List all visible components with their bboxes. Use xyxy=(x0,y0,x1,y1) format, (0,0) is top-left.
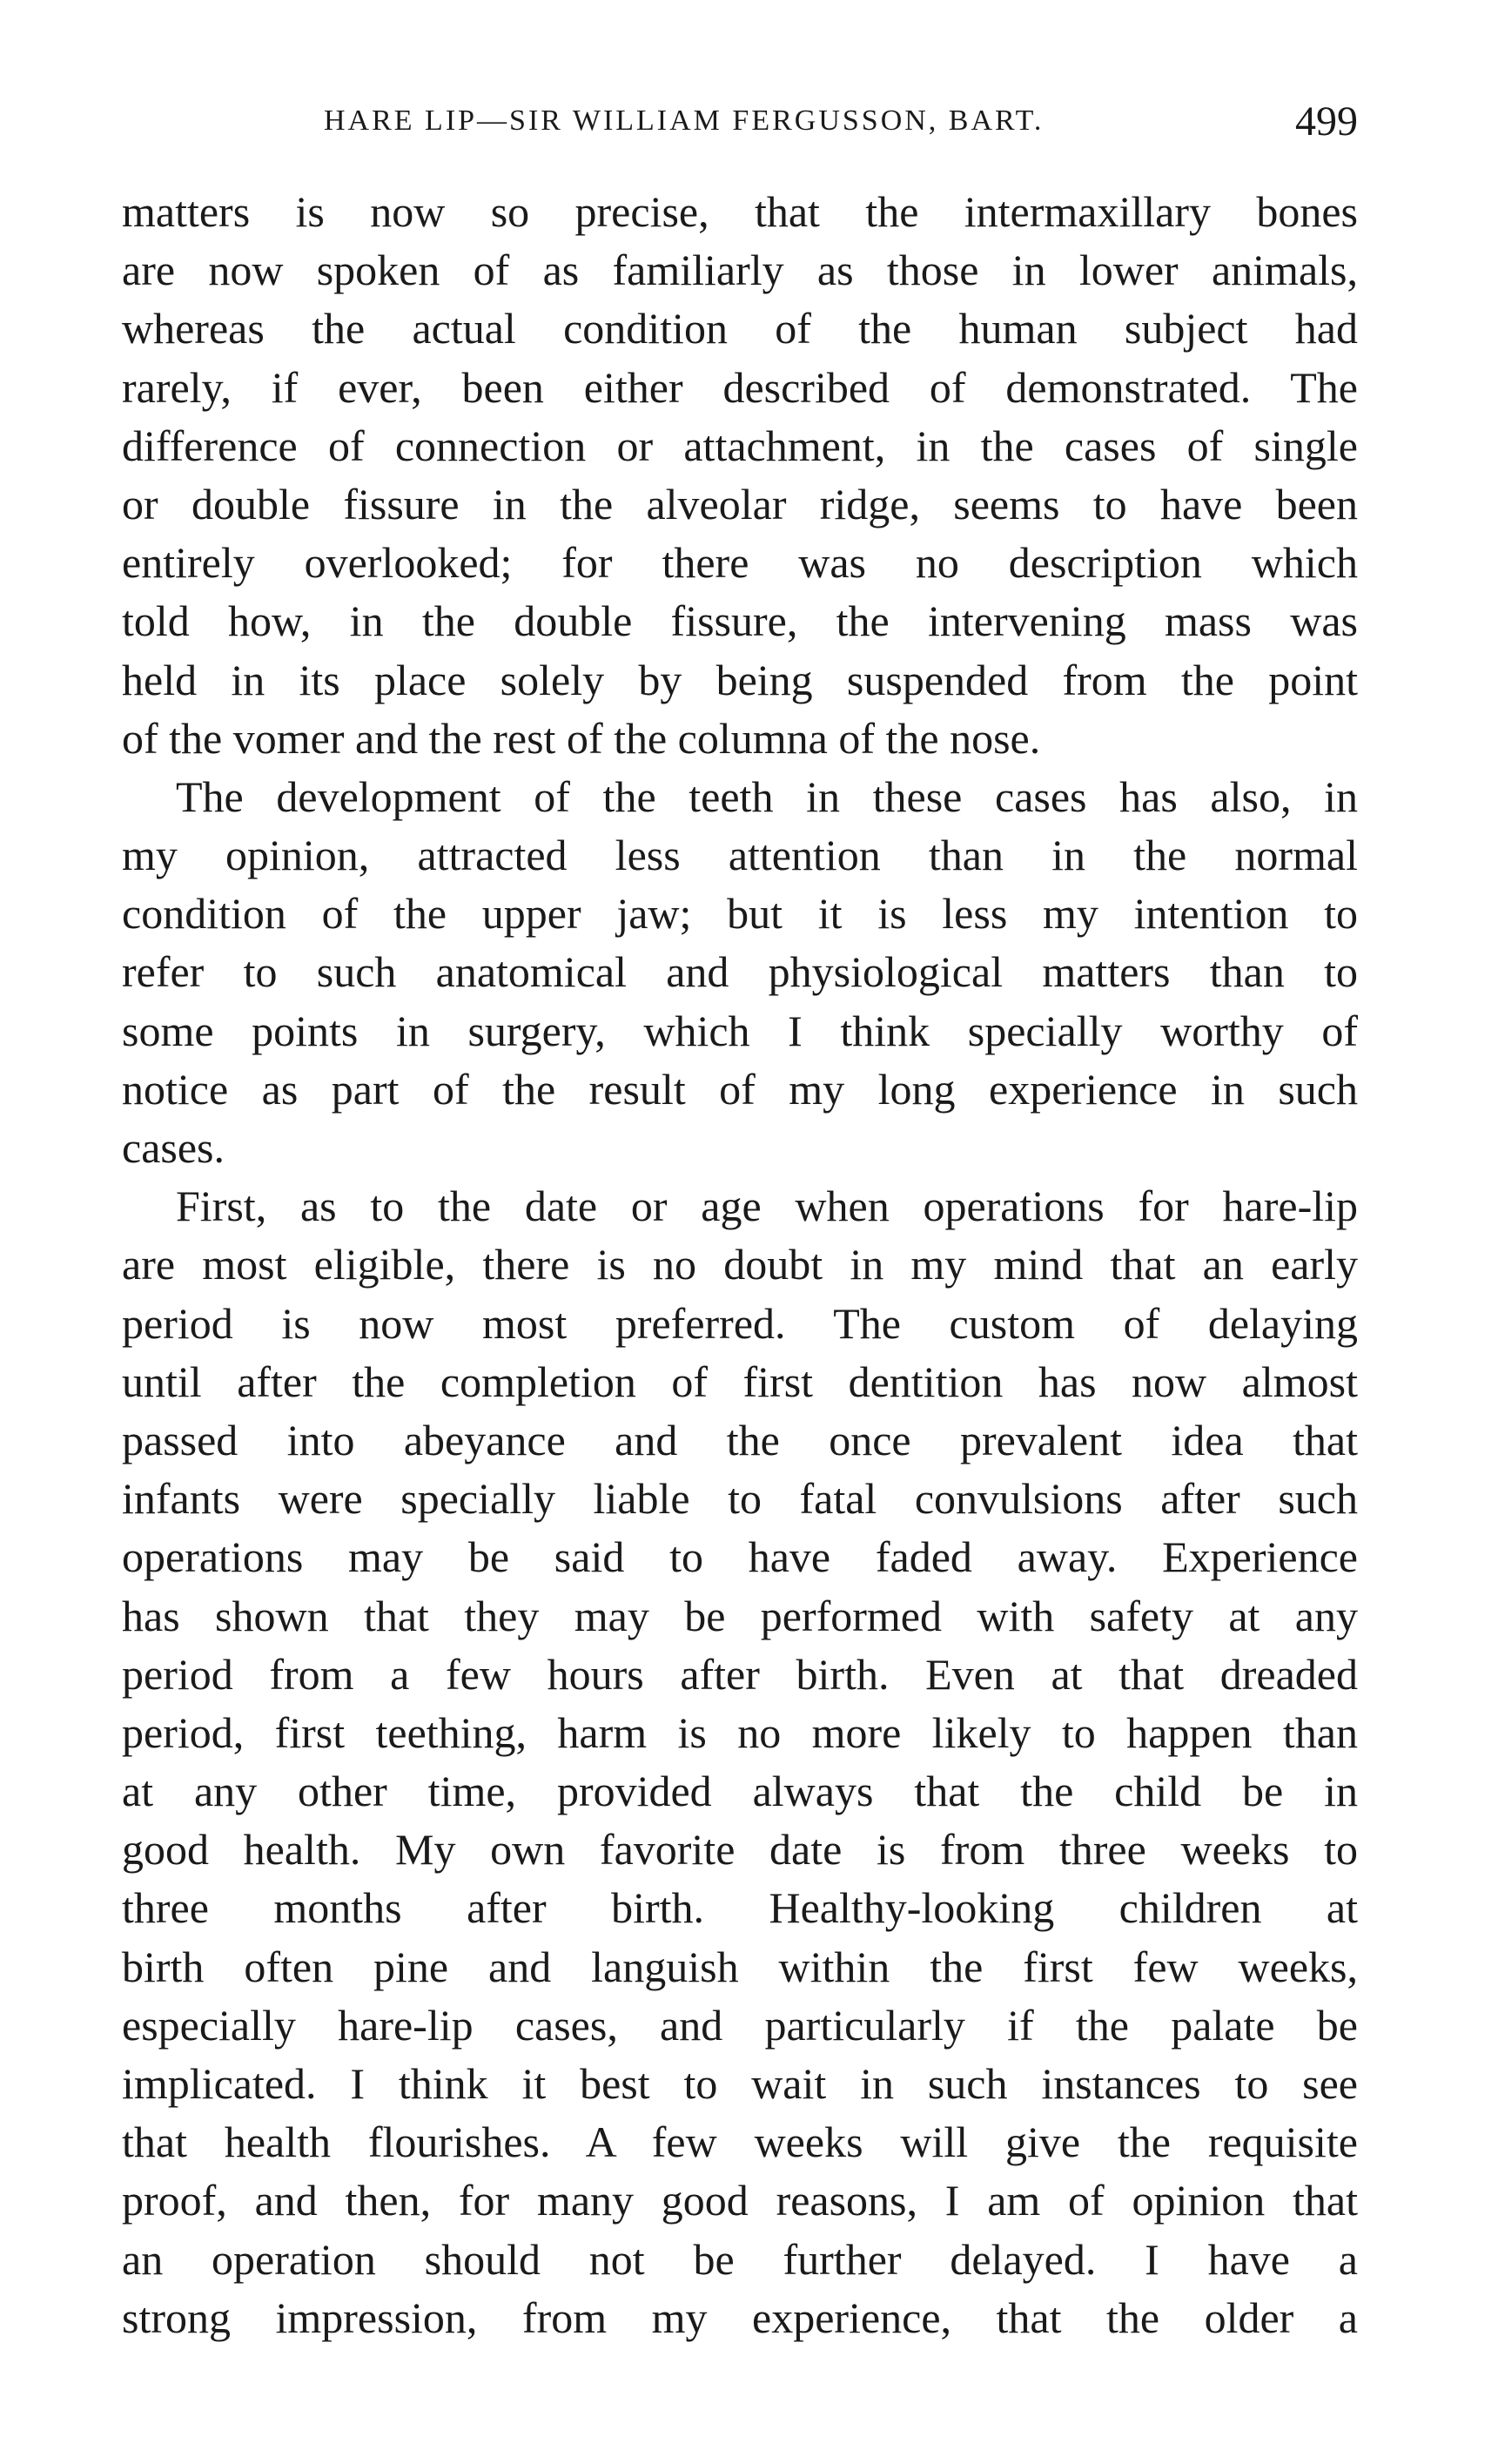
text-line: or double fissure in the alveolar ridge, seems to have been xyxy=(122,479,1358,528)
text-line: told how, in the double fissure, the intervening mass was xyxy=(122,596,1358,646)
text-line: difference of connection or attachment, in the cases of single xyxy=(122,421,1358,470)
text-line: at any other time, provided always that the child be in xyxy=(122,1767,1358,1816)
text-line: refer to such anatomical and physiological matters than to xyxy=(122,947,1358,997)
text-line: are now spoken of as familiarly as those in lower animals, xyxy=(122,246,1358,295)
text-line: my opinion, attracted less attention than in the normal xyxy=(122,831,1358,880)
paragraph-3 xyxy=(122,1177,1358,2347)
text-line: three months after birth. Healthy-looking children at xyxy=(122,1883,1358,1933)
text-line: of the vomer and the rest of the columna of the nose. xyxy=(122,713,1041,763)
running-head xyxy=(122,98,1358,150)
paragraph-1 xyxy=(122,183,1358,768)
text-line: strong impression, from my experience, that the older a xyxy=(122,2292,1358,2342)
text-line: First, as to the date or age when operations for hare-lip xyxy=(176,1182,1358,1231)
text-line: implicated. I think it best to wait in such instances to see xyxy=(122,2059,1358,2108)
text-line: passed into abeyance and the once prevalent idea that xyxy=(122,1415,1358,1464)
text-line: proof, and then, for many good reasons, I am of opinion that xyxy=(122,2176,1358,2225)
text-line: especially hare-lip cases, and particularly if the palate be xyxy=(122,2000,1358,2050)
text-line: birth often pine and languish within the first few weeks, xyxy=(122,1942,1358,1991)
text-line: notice as part of the result of my long experience in such xyxy=(122,1064,1358,1114)
paragraph-2 xyxy=(122,768,1358,1177)
text-line: are most eligible, there is no doubt in my mind that an early xyxy=(122,1240,1358,1289)
text-line: infants were specially liable to fatal convulsions after such xyxy=(122,1474,1358,1524)
running-title: HARE LIP—SIR WILLIAM FERGUSSON, BART. xyxy=(324,104,1045,137)
text-line: entirely overlooked; for there was no description which xyxy=(122,538,1358,588)
text-line: some points in surgery, which I think specially worthy of xyxy=(122,1006,1358,1055)
text-line: held in its place solely by being suspended from the point xyxy=(122,655,1358,704)
text-line: period from a few hours after birth. Even at that dreaded xyxy=(122,1649,1358,1699)
text-line: that health flourishes. A few weeks will give the requisite xyxy=(122,2117,1358,2167)
text-line: period is now most preferred. The custom of delaying xyxy=(122,1298,1358,1348)
text-line: rarely, if ever, been either described of demonstrated. The xyxy=(122,362,1358,412)
text-line: The development of the teeth in these cases has also, in xyxy=(176,771,1358,821)
text-line: has shown that they may be performed with safety at any xyxy=(122,1591,1358,1640)
text-line: good health. My own favorite date is from three weeks to xyxy=(122,1825,1358,1875)
page-number: 499 xyxy=(1295,98,1358,145)
text-line: cases. xyxy=(122,1123,225,1172)
text-line: an operation should not be further delayed. I have a xyxy=(122,2234,1358,2284)
text-line: until after the completion of first dentition has now almost xyxy=(122,1357,1358,1406)
text-line: whereas the actual condition of the human subject had xyxy=(122,304,1358,353)
text-line: period, first teething, harm is no more likely to happen than xyxy=(122,1707,1358,1757)
text-line: matters is now so precise, that the intermaxillary bones xyxy=(122,187,1358,236)
text-line: operations may be said to have faded away. Experience xyxy=(122,1532,1358,1582)
body-text xyxy=(122,183,1358,2347)
text-line: condition of the upper jaw; but it is less my intention to xyxy=(122,889,1358,939)
